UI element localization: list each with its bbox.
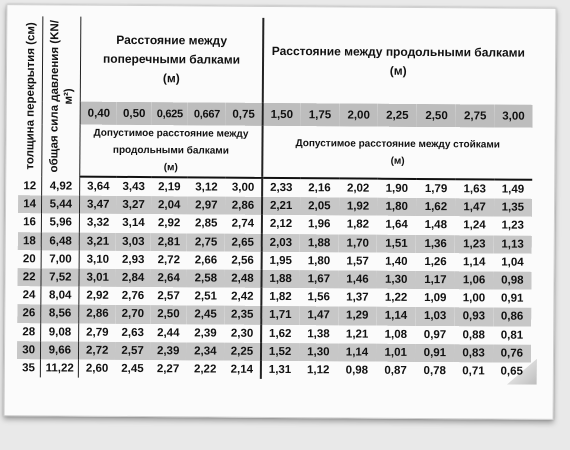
post-spacing-cell: 1,67	[299, 270, 338, 288]
thickness-cell: 35	[17, 359, 41, 377]
post-spacing-cell: 1,04	[501, 256, 524, 269]
post-spacing-cell: 2,16	[308, 182, 331, 195]
post-spacing-cell: 2,05	[300, 197, 339, 215]
post-spacing-cell: 1,17	[416, 271, 455, 289]
post-spacing-cell: 0,83	[454, 344, 492, 362]
beam-spacing-cell: 2,30	[230, 327, 254, 340]
post-spacing-cell: 1,46	[338, 270, 376, 288]
beam-spacing-cell: 2,42	[231, 290, 254, 304]
post-spacing-cell: 1,82	[346, 218, 370, 232]
beam-spacing-cell: 2,35	[225, 306, 261, 324]
beam-spacing-cell: 2,60	[85, 362, 109, 375]
post-spacing-cell: 1,47	[299, 306, 338, 324]
pressure-cell: 5,44	[42, 196, 80, 214]
beam-spacing-cell: 2,51	[194, 290, 217, 303]
post-spacing-cell: 1,49	[501, 183, 525, 196]
pressure-cell: 7,52	[41, 268, 79, 286]
beam-spacing-cell: 2,84	[115, 269, 150, 287]
pressure-cell: 5,96	[42, 214, 80, 232]
allowed-long-beams-unit: (м)	[163, 162, 178, 174]
beam-spacing-cell: 2,81	[151, 233, 187, 251]
thickness-header-text: толщина перекрытия (см)	[23, 22, 37, 170]
post-spacing-cell: 0,65	[500, 365, 523, 378]
beam-spacing-cell: 3,01	[79, 269, 115, 287]
cross-distance-cell: 0,75	[226, 103, 262, 126]
post-spacing-cell: 0,78	[423, 364, 447, 378]
beam-spacing-cell: 2,63	[121, 326, 144, 339]
post-spacing-cell: 2,02	[346, 182, 370, 195]
table-row	[17, 359, 531, 381]
beam-spacing-cell: 3,27	[116, 196, 151, 214]
post-spacing-cell: 1,64	[385, 219, 408, 232]
beam-spacing-cell: 2,74	[231, 218, 255, 231]
beam-spacing-cell: 2,39	[150, 342, 186, 360]
beam-spacing-cell: 3,12	[195, 181, 218, 194]
long-distance-cell: 3,00	[494, 104, 533, 127]
post-spacing-cell: 0,98	[345, 364, 369, 377]
thickness-cell: 14	[18, 195, 42, 213]
post-spacing-cell: 1,82	[261, 288, 299, 306]
post-spacing-cell: 1,01	[376, 343, 415, 361]
beam-spacing-cell: 2,86	[225, 197, 261, 215]
beam-spacing-cell: 3,32	[86, 217, 110, 230]
post-spacing-cell: 1,52	[260, 343, 298, 361]
post-spacing-cell: 1,63	[463, 183, 486, 196]
table-body	[17, 176, 532, 381]
thickness-cell: 28	[17, 323, 41, 341]
cross-distance-cell: 0,50	[117, 102, 152, 125]
thickness-cell: 24	[17, 286, 41, 304]
beam-spacing-cell: 2,66	[194, 254, 218, 267]
post-spacing-cell: 1,12	[306, 364, 330, 377]
post-spacing-cell: 1,40	[385, 255, 408, 268]
post-spacing-cell: 0,91	[415, 344, 454, 362]
beam-spacing-cell: 2,58	[187, 269, 225, 287]
post-spacing-cell: 1,06	[455, 271, 493, 289]
cross-distance-cell: 0,40	[81, 102, 117, 125]
long-distance-cell: 1,75	[300, 103, 339, 126]
post-spacing-cell: 1,14	[462, 256, 486, 269]
beam-spacing-cell: 2,97	[187, 197, 225, 215]
beam-spacing-cell: 2,56	[231, 254, 254, 267]
post-spacing-cell: 1,23	[501, 220, 524, 233]
post-spacing-cell: 2,12	[261, 215, 299, 233]
allowed-long-beams-header	[80, 125, 262, 178]
thickness-cell: 12	[18, 176, 42, 195]
paper-sheet	[4, 4, 557, 420]
beam-spacing-cell: 2,50	[150, 305, 186, 323]
post-spacing-cell: 1,62	[261, 324, 299, 342]
pressure-cell: 9,66	[41, 341, 79, 359]
post-spacing-cell: 1,48	[424, 219, 448, 232]
pressure-cell: 8,04	[41, 286, 79, 304]
post-spacing-cell: 0,97	[423, 328, 447, 341]
cross-beams-title: Расстояние между поперечными балками	[103, 32, 241, 67]
post-spacing-cell: 1,36	[416, 235, 455, 253]
post-spacing-cell: 1,79	[424, 183, 448, 196]
long-distance-cell: 1,50	[262, 103, 300, 126]
post-spacing-cell: 1,30	[377, 271, 416, 289]
post-spacing-cell: 1,92	[339, 198, 377, 216]
pressure-header	[42, 16, 81, 176]
post-spacing-cell: 0,93	[455, 308, 493, 326]
beam-spacing-cell: 2,92	[86, 289, 109, 303]
post-spacing-cell: 0,71	[462, 365, 485, 378]
post-spacing-cell: 1,09	[424, 292, 447, 305]
post-spacing-cell: 1,37	[346, 291, 369, 304]
thickness-header	[18, 16, 43, 176]
post-spacing-cell: 2,03	[261, 233, 299, 251]
beam-spacing-cell: 2,48	[225, 270, 261, 288]
thickness-cell: 16	[18, 214, 42, 232]
pressure-cell: 8,56	[41, 305, 79, 323]
post-spacing-cell: 2,33	[262, 178, 300, 197]
post-spacing-cell: 1,38	[307, 327, 330, 340]
cross-distance-cell: 0,667	[188, 102, 226, 125]
long-distance-cell: 2,25	[378, 104, 417, 127]
post-spacing-cell: 2,21	[262, 197, 300, 215]
post-spacing-cell: 1,90	[385, 182, 409, 195]
beam-spacing-cell: 2,39	[194, 326, 217, 340]
post-spacing-cell: 1,71	[261, 306, 299, 324]
long-beams-header	[262, 18, 533, 105]
beam-spacing-cell: 3,03	[116, 232, 151, 250]
thickness-cell: 26	[17, 304, 41, 322]
post-spacing-cell: 1,70	[339, 234, 377, 252]
beam-spacing-cell: 2,70	[115, 305, 150, 323]
beam-spacing-cell: 2,27	[156, 363, 180, 376]
pressure-cell: 6,48	[41, 232, 79, 250]
beam-spacing-cell: 2,65	[225, 233, 261, 251]
post-spacing-cell: 0,87	[384, 364, 407, 377]
post-spacing-cell: 1,00	[462, 292, 486, 305]
pressure-header-text: общая сила давления (KN/м²)	[48, 20, 75, 173]
beam-spacing-cell: 2,22	[193, 363, 217, 376]
allowed-posts-header	[262, 126, 533, 180]
beam-spacing-cell: 2,79	[86, 326, 109, 339]
post-spacing-cell: 1,03	[415, 307, 454, 325]
formwork-table	[17, 16, 534, 381]
beam-spacing-cell: 2,75	[187, 233, 225, 251]
beam-spacing-cell: 2,72	[157, 253, 181, 267]
post-spacing-cell: 1,80	[377, 198, 416, 216]
post-spacing-cell: 1,96	[307, 218, 331, 231]
beam-spacing-cell: 3,10	[86, 253, 110, 266]
beam-spacing-cell: 2,72	[79, 341, 115, 359]
beam-spacing-cell: 3,21	[80, 232, 116, 250]
beam-spacing-cell: 2,14	[230, 363, 254, 376]
beam-spacing-cell: 3,47	[80, 196, 116, 214]
post-spacing-cell: 0,76	[493, 344, 531, 362]
post-spacing-cell: 1,51	[377, 234, 416, 252]
beam-spacing-cell: 2,85	[194, 217, 218, 231]
beam-spacing-cell: 3,14	[122, 217, 145, 230]
beam-spacing-cell: 2,64	[151, 269, 187, 287]
post-spacing-cell: 0,86	[493, 308, 531, 326]
allowed-posts-unit: (м)	[390, 155, 405, 167]
long-distance-cell: 2,00	[340, 103, 378, 126]
beam-spacing-cell: 3,64	[87, 180, 110, 193]
beam-spacing-cell: 2,57	[115, 342, 150, 360]
pressure-cell: 9,08	[41, 323, 79, 341]
post-spacing-cell: 1,31	[260, 361, 298, 379]
beam-spacing-cell: 3,43	[122, 180, 145, 194]
post-spacing-cell: 1,30	[299, 343, 338, 361]
post-spacing-cell: 0,98	[493, 271, 531, 289]
beam-spacing-cell: 2,93	[121, 253, 145, 266]
pressure-cell: 4,92	[42, 176, 80, 195]
beam-spacing-cell: 2,19	[158, 181, 181, 194]
beam-spacing-cell: 2,04	[151, 196, 187, 214]
post-spacing-cell: 1,14	[338, 343, 376, 361]
post-spacing-cell: 1,21	[345, 328, 369, 341]
cross-beams-header	[81, 17, 263, 103]
thickness-cell: 20	[18, 250, 42, 268]
post-spacing-cell: 1,62	[416, 198, 455, 216]
post-spacing-cell: 1,35	[494, 199, 532, 217]
post-spacing-cell: 1,56	[307, 291, 330, 304]
cross-beams-unit: (м)	[162, 71, 180, 86]
post-spacing-cell: 1,13	[493, 235, 531, 253]
post-spacing-cell: 0,88	[462, 328, 485, 342]
cross-distance-cell: 0,625	[152, 102, 188, 125]
post-spacing-cell: 1,23	[455, 235, 493, 253]
post-spacing-cell: 1,14	[376, 307, 415, 325]
beam-spacing-cell: 2,57	[157, 290, 180, 303]
beam-spacing-cell: 2,86	[79, 305, 115, 323]
long-beams-unit: (м)	[389, 63, 407, 78]
post-spacing-cell: 1,22	[384, 291, 408, 305]
beam-spacing-cell: 2,92	[157, 217, 181, 230]
thickness-cell: 22	[17, 268, 41, 286]
beam-spacing-cell: 2,34	[186, 342, 224, 360]
pressure-cell: 7,00	[41, 250, 79, 268]
post-spacing-cell: 0,81	[500, 329, 524, 342]
allowed-posts-text: Допустимое расстояние между стойками	[295, 137, 500, 151]
long-beams-title: Расстояние между продольными балками	[271, 43, 526, 60]
beam-spacing-cell: 2,25	[224, 342, 260, 360]
beam-spacing-cell: 2,45	[121, 362, 144, 376]
post-spacing-cell: 1,88	[299, 234, 338, 252]
post-spacing-cell: 1,88	[261, 270, 299, 288]
long-distance-cell: 2,75	[456, 104, 494, 127]
beam-spacing-cell: 2,45	[186, 306, 224, 324]
post-spacing-cell: 0,91	[500, 292, 524, 305]
thickness-cell: 30	[17, 341, 41, 359]
post-spacing-cell: 1,26	[424, 255, 447, 269]
beam-spacing-cell: 3,00	[231, 181, 255, 194]
allowed-long-beams-text: Допустимое расстояние между продольными балками	[93, 127, 249, 157]
post-spacing-cell: 1,08	[384, 328, 408, 341]
post-spacing-cell: 1,29	[338, 307, 376, 325]
beam-spacing-cell: 2,44	[157, 326, 180, 339]
thickness-cell: 18	[18, 232, 42, 250]
beam-spacing-cell: 2,76	[121, 290, 145, 303]
post-spacing-cell: 1,80	[307, 255, 331, 268]
post-spacing-cell: 1,95	[261, 252, 299, 270]
post-spacing-cell: 1,57	[346, 255, 369, 268]
pressure-cell: 11,22	[41, 359, 79, 377]
post-spacing-cell: 1,47	[455, 198, 493, 216]
long-distance-cell: 2,50	[417, 104, 456, 127]
post-spacing-cell: 1,24	[463, 219, 486, 232]
